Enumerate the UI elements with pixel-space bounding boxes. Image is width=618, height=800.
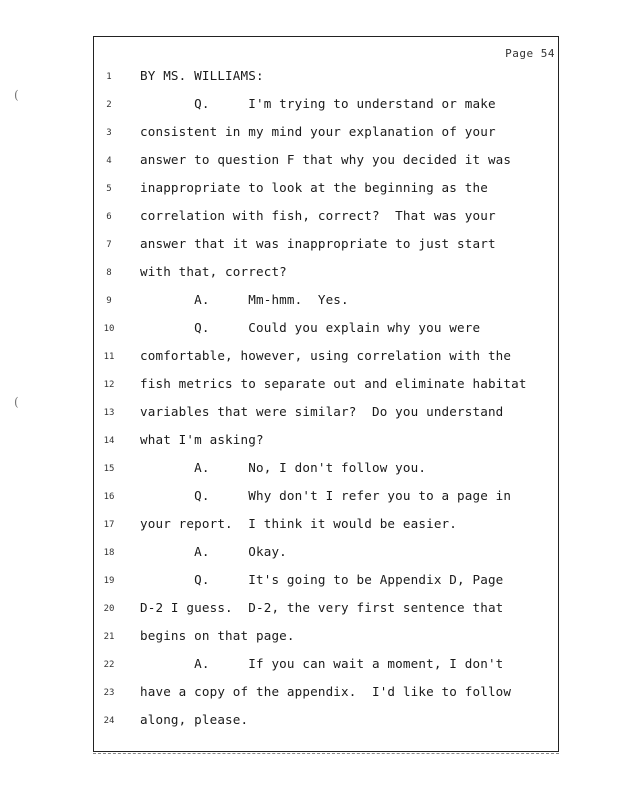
line-text: BY MS. WILLIAMS: <box>140 68 264 83</box>
line-number: 1 <box>106 72 112 82</box>
line-number: 22 <box>103 660 115 670</box>
line-text: A. No, I don't follow you. <box>140 460 427 475</box>
line-text: consistent in my mind your explanation of your <box>140 124 496 139</box>
line-number: 24 <box>103 716 115 726</box>
line-number: 17 <box>103 520 115 530</box>
transcript-line <box>0 180 618 200</box>
scan-edge-noise <box>93 753 559 756</box>
transcript-line <box>0 264 618 284</box>
transcript-line <box>0 404 618 424</box>
line-text: answer that it was inappropriate to just start <box>140 236 496 251</box>
transcript-line <box>0 68 618 88</box>
line-text: with that, correct? <box>140 264 287 279</box>
transcript-line <box>0 516 618 536</box>
transcript-line <box>0 432 618 452</box>
line-number: 14 <box>103 436 115 446</box>
line-text: Q. I'm trying to understand or make <box>140 96 496 111</box>
line-number: 11 <box>103 352 115 362</box>
transcript-line <box>0 544 618 564</box>
transcript-line <box>0 656 618 676</box>
line-number: 13 <box>103 408 115 418</box>
line-number: 20 <box>103 604 115 614</box>
transcript-line <box>0 208 618 228</box>
transcript-line <box>0 292 618 312</box>
transcript-line <box>0 488 618 508</box>
line-text: Q. Why don't I refer you to a page in <box>140 488 512 503</box>
line-text: A. Okay. <box>140 544 287 559</box>
transcript-line <box>0 600 618 620</box>
line-number: 6 <box>106 212 112 222</box>
line-number: 23 <box>103 688 115 698</box>
margin-mark-upper: ( <box>14 88 19 102</box>
line-text: correlation with fish, correct? That was your <box>140 208 496 223</box>
line-number: 7 <box>106 240 112 250</box>
page-number: Page 54 <box>505 47 555 60</box>
line-text: comfortable, however, using correlation with the <box>140 348 512 363</box>
transcript-line <box>0 348 618 368</box>
transcript-line <box>0 124 618 144</box>
line-number: 18 <box>103 548 115 558</box>
margin-mark-lower: ( <box>14 395 19 409</box>
transcript-line <box>0 712 618 732</box>
line-text: along, please. <box>140 712 249 727</box>
line-number: 10 <box>103 324 115 334</box>
transcript-line <box>0 572 618 592</box>
line-text: what I'm asking? <box>140 432 264 447</box>
line-number: 2 <box>106 100 112 110</box>
line-number: 9 <box>106 296 112 306</box>
transcript-line <box>0 152 618 172</box>
transcript-line <box>0 460 618 480</box>
transcript-line <box>0 96 618 116</box>
transcript-line <box>0 236 618 256</box>
line-text: Q. Could you explain why you were <box>140 320 481 335</box>
line-text: fish metrics to separate out and eliminate habitat <box>140 376 527 391</box>
line-text: your report. I think it would be easier. <box>140 516 458 531</box>
line-text: inappropriate to look at the beginning as the <box>140 180 488 195</box>
line-text: A. Mm-hmm. Yes. <box>140 292 349 307</box>
line-number: 4 <box>106 156 112 166</box>
line-text: have a copy of the appendix. I'd like to follow <box>140 684 512 699</box>
line-text: D-2 I guess. D-2, the very first sentence that <box>140 600 504 615</box>
line-number: 5 <box>106 184 112 194</box>
transcript-line <box>0 628 618 648</box>
line-text: variables that were similar? Do you understand <box>140 404 504 419</box>
line-number: 21 <box>103 632 115 642</box>
transcript-line <box>0 320 618 340</box>
line-number: 8 <box>106 268 112 278</box>
line-text: answer to question F that why you decided it was <box>140 152 512 167</box>
line-number: 15 <box>103 464 115 474</box>
transcript-line <box>0 684 618 704</box>
line-number: 3 <box>106 128 112 138</box>
line-text: A. If you can wait a moment, I don't <box>140 656 504 671</box>
line-number: 19 <box>103 576 115 586</box>
line-text: Q. It's going to be Appendix D, Page <box>140 572 504 587</box>
line-text: begins on that page. <box>140 628 295 643</box>
transcript-line <box>0 376 618 396</box>
line-number: 16 <box>103 492 115 502</box>
line-number: 12 <box>103 380 115 390</box>
